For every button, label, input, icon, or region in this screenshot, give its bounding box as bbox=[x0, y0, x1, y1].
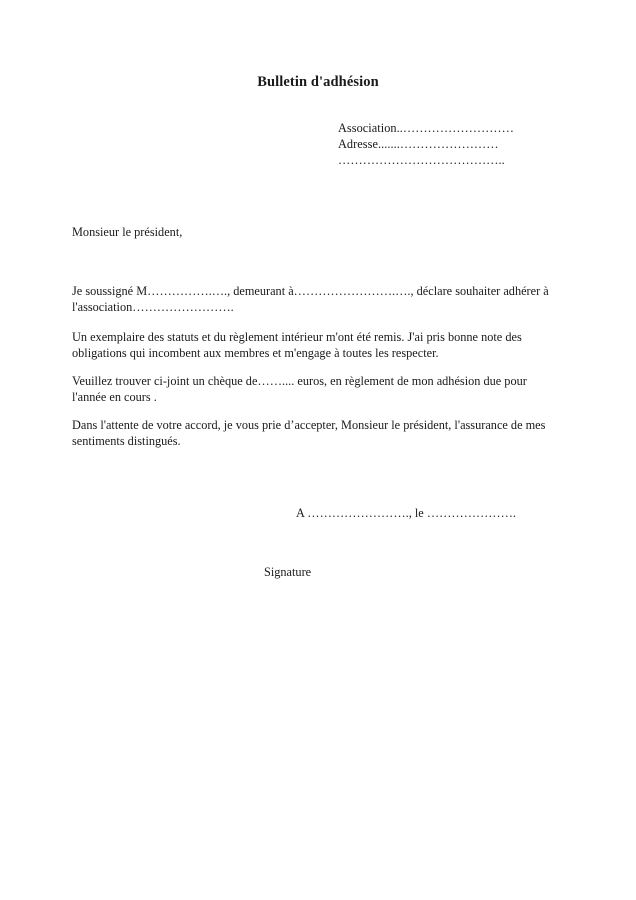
adresse-continuation-line: ………………………………….. bbox=[338, 153, 505, 168]
signature-label: Signature bbox=[264, 565, 312, 579]
paragraph-declaration: Je soussigné M…………….…., demeurant à…………………….…., déclare souhaiter adhérer à l'association……………………. bbox=[72, 284, 549, 315]
association-field-line: Association..……………………… bbox=[338, 121, 514, 135]
paragraph-closing: Dans l'attente de votre accord, je vous prie d’accepter, Monsieur le président, l'assurance de mes sentiments distingués. bbox=[72, 418, 546, 449]
place-and-date-line: A ……………………., le …………………. bbox=[296, 506, 516, 520]
page-title: Bulletin d'adhésion bbox=[257, 74, 379, 90]
association-address-block bbox=[338, 120, 568, 169]
adresse-field-line: Adresse.......…………………… bbox=[338, 137, 499, 152]
paragraph-statutes: Un exemplaire des statuts et du règlement intérieur m'ont été remis. J'ai pris bonne note des obligations qui incombent aux membres et m'engage à toutes les respecter. bbox=[72, 330, 522, 361]
salutation: Monsieur le président, bbox=[72, 225, 183, 239]
paragraph-payment: Veuillez trouver ci-joint un chèque de…….... euros, en règlement de mon adhésion due pour l'année en cours . bbox=[72, 374, 527, 405]
